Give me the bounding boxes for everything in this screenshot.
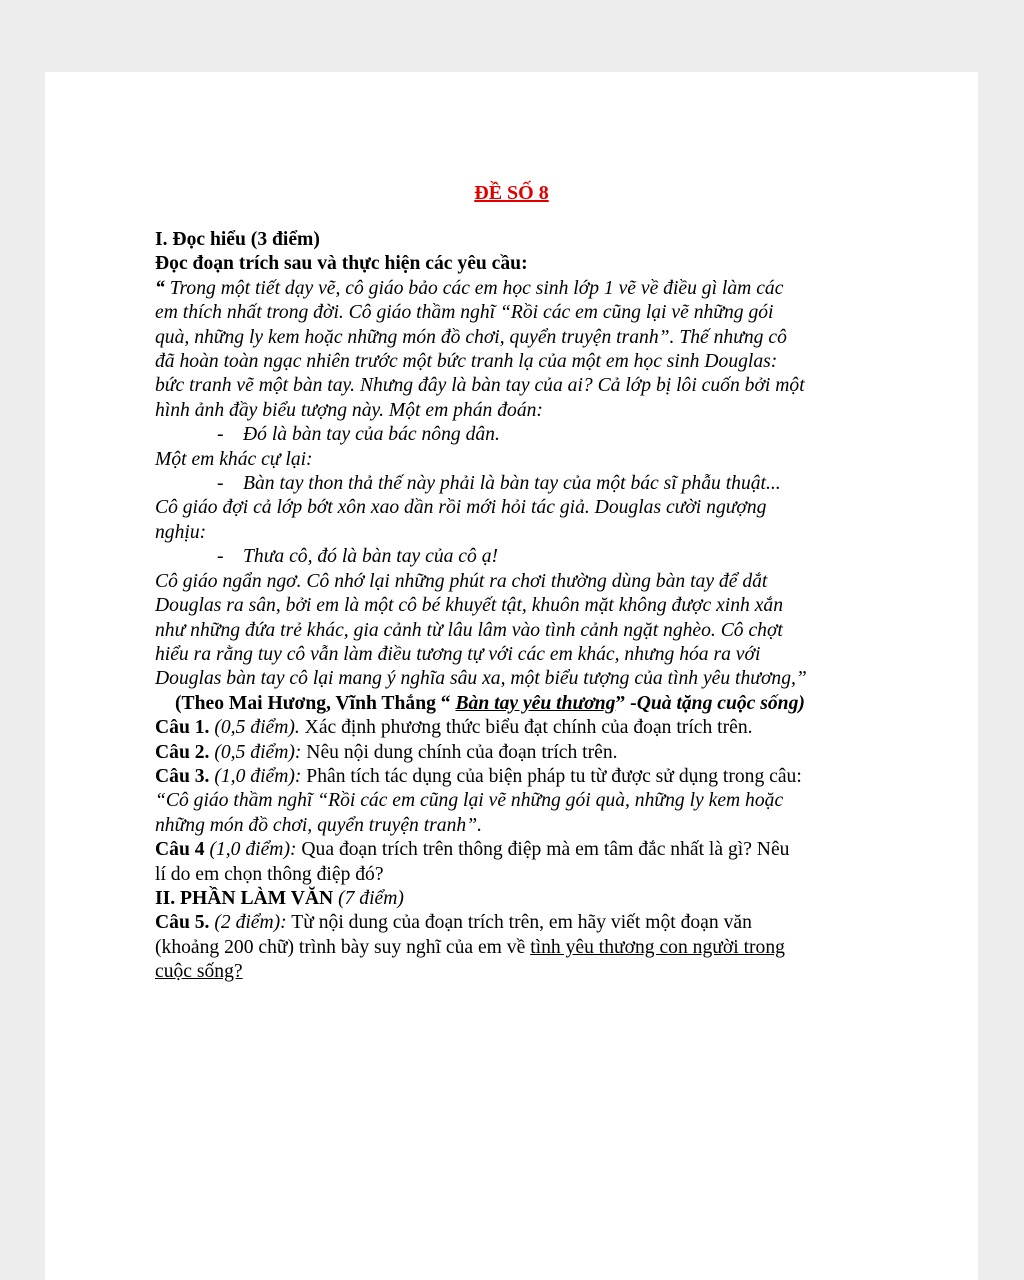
section-2-heading: II. PHẦN LÀM VĂN (7 điểm) — [155, 887, 404, 909]
passage-dialogue-1: - Đó là bàn tay của bác nông dân. — [155, 423, 877, 447]
exam-title: ĐỀ SỐ 8 — [474, 182, 549, 204]
question-5-line-2: (khoảng 200 chữ) trình bày suy nghĩ của em về tình yêu thương con người trong — [155, 936, 785, 958]
question-1: Câu 1. (0,5 điểm). Xác định phương thức biểu đạt chính của đoạn trích trên. — [155, 717, 753, 739]
passage-dialogue-3: - Thưa cô, đó là bàn tay của cô ạ! — [155, 545, 877, 569]
question-5-line-3: cuộc sống? — [155, 961, 243, 983]
passage-line-mid-2: Cô giáo đợi cả lớp bớt xôn xao dần rồi mới hỏi tác giả. Douglas cười ngượng — [155, 497, 767, 519]
passage-open-quote: “ — [155, 277, 165, 299]
section-1-heading: I. Đọc hiểu (3 điểm) — [155, 229, 320, 250]
question-3-quote-line-1: “Cô giáo thầm nghĩ “Rồi các em cũng lại vẽ những gói quà, những ly kem hoặc — [155, 790, 784, 812]
passage-line-4: đã hoàn toàn ngạc nhiên trước một bức tranh lạ của một em học sinh Douglas: — [155, 351, 778, 373]
question-4-line-2: lí do em chọn thông điệp đó? — [155, 863, 384, 885]
passage-dialogue-2: - Bàn tay thon thả thế này phải là bàn tay của một bác sĩ phẫu thuật... — [155, 472, 877, 496]
passage-source: (Theo Mai Hương, Vĩnh Thắng “ Bàn tay yêu thương” -Quà tặng cuộc sống) — [175, 692, 805, 714]
document-body — [155, 228, 877, 985]
passage-end-line-4: hiểu ra rằng tuy cô vẫn làm điều tương tự với các em khác, nhưng hóa ra với — [155, 643, 761, 665]
document-page — [45, 72, 978, 1280]
section-1-instruction: Đọc đoạn trích sau và thực hiện các yêu cầu: — [155, 253, 528, 275]
passage-end-line-2: Douglas ra sân, bởi em là một cô bé khuyết tật, khuôn mặt không được xinh xắn — [155, 595, 784, 617]
dash-bullet: - — [217, 546, 224, 568]
passage-line-2: em thích nhất trong đời. Cô giáo thầm nghĩ “Rồi các em cũng lại vẽ những gói — [155, 302, 774, 324]
question-5: Câu 5. (2 điểm): Từ nội dung của đoạn trích trên, em hãy viết một đoạn văn — [155, 912, 752, 934]
passage-end-line-5: Douglas bàn tay cô lại mang ý nghĩa sâu xa, một biểu tượng của tình yêu thương,” — [155, 668, 807, 690]
story-title: Bàn tay yêu thương — [455, 692, 616, 714]
passage-line-1: “ Trong một tiết dạy vẽ, cô giáo bảo các em học sinh lớp 1 vẽ về điều gì làm các — [155, 277, 784, 299]
book-title: Quà tặng cuộc sống) — [636, 692, 805, 714]
passage-line-mid-3: nghịu: — [155, 521, 207, 543]
question-2: Câu 2. (0,5 điểm): Nêu nội dung chính của đoạn trích trên. — [155, 741, 618, 763]
dash-bullet: - — [217, 424, 224, 446]
passage-end-line-3: như những đứa trẻ khác, gia cảnh từ lâu lâm vào tình cảnh ngặt nghèo. Cô chợt — [155, 619, 783, 641]
question-3: Câu 3. (1,0 điểm): Phân tích tác dụng của biện pháp tu từ được sử dụng trong câu: — [155, 765, 802, 787]
question-3-quote-line-2: những món đồ chơi, quyển truyện tranh”. — [155, 814, 482, 836]
passage-line-6: hình ảnh đầy biểu tượng này. Một em phán đoán: — [155, 399, 543, 421]
passage-line-3: quà, những ly kem hoặc những món đồ chơi, quyển truyện tranh”. Thế nhưng cô — [155, 326, 787, 348]
passage-line-mid-1: Một em khác cự lại: — [155, 448, 313, 470]
question-4: Câu 4 (1,0 điểm): Qua đoạn trích trên thông điệp mà em tâm đắc nhất là gì? Nêu — [155, 839, 790, 861]
passage-end-line-1: Cô giáo ngẩn ngơ. Cô nhớ lại những phút ra chơi thường dùng bàn tay để dắt — [155, 570, 768, 592]
passage-line-5: bức tranh vẽ một bàn tay. Nhưng đây là bàn tay của ai? Cả lớp bị lôi cuốn bởi một — [155, 375, 805, 397]
dash-bullet: - — [217, 473, 224, 495]
